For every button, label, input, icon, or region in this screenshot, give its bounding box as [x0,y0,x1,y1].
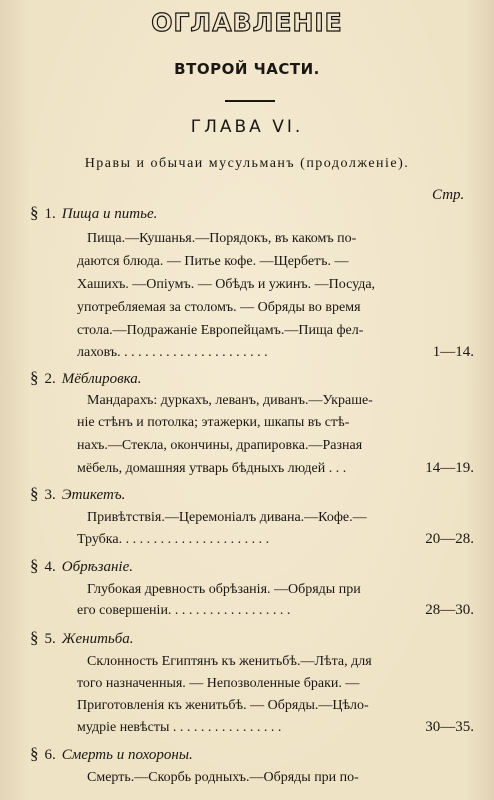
section-text-line: Смерть.—Скорбь родныхъ.—Обряды при по- [87,770,359,785]
section-text-line: даются блюда. — Питье кофе. —Щербетъ. — [77,254,349,269]
section-heading [30,203,157,223]
section-text-line: столa.—Подражаніе Европейцамъ.—Пища фел- [77,323,364,338]
section-mark: § [30,368,39,387]
section-number: 2. [44,371,56,387]
section-text-line: Глубокая древность обрѣзанія. —Обряды при [87,582,361,597]
section-title: Смерть и похороны. [61,747,193,763]
chapter-subtitle: Нравы и обычаи мусульманъ (продолженіе). [84,156,410,171]
page-subtitle: ВТОРОЙ ЧАСТИ. [174,60,320,78]
section-mark: § [30,203,39,222]
section-title: Пища и питье. [61,206,158,222]
chapter-heading: ГЛАВА VI. [190,117,304,137]
section-title: Мёблировка. [61,371,142,387]
section-number: 3. [44,487,56,503]
section-text-line: того назначенныя. — Непозволенные браки. — [77,676,360,691]
section-number: 5. [44,631,56,647]
section-heading [30,628,134,648]
section-number: 1. [44,206,56,222]
section-text-line: ніе стѣнъ и потолка; этажерки, шкапы въ стѣ- [77,415,350,430]
section-text-line: нахъ.—Стекла, окончины, драпировка.—Разная [77,438,363,453]
section-pages: 14—19. [425,460,474,476]
section-mark: § [30,484,39,503]
section-text-line: Привѣтствія.—Церемоніалъ дивана.—Кофе.— [87,510,367,525]
section-mark: § [30,628,39,647]
section-text-line: Трубка. . . . . . . . . . . . . . . . . . . . . . [77,532,270,547]
section-text-line: мудріе невѣсты . . . . . . . . . . . . . . . . [77,720,282,735]
section-text-line: Пища.—Кушанья.—Порядокъ, въ какомъ по- [87,231,357,246]
page-title: ОГЛАВЛЕНІЕ [151,8,343,37]
section-pages: 1—14. [432,344,474,360]
section-pages: 28—30. [425,602,474,618]
section-text-line: Хашихъ. —Опіумъ. — Обѣдъ и ужинъ. —Посуда, [77,277,376,292]
section-heading [30,744,193,764]
section-text-line: лаховъ. . . . . . . . . . . . . . . . . . . . . . [77,345,268,360]
section-text-line: мёбель, домашняя утварь бѣдныхъ людей . . . [77,461,347,476]
section-heading [30,368,142,388]
section-heading [30,556,133,576]
section-pages: 20—28. [425,531,474,547]
section-title: Обрѣзаніе. [61,559,133,575]
section-title: Этикетъ. [61,487,126,503]
pages-column-label: Стр. [432,187,465,203]
section-text-line: употребляемая за столомъ. — Обряды во время [77,300,361,315]
section-text-line: его совершеніи. . . . . . . . . . . . . . . . . . [77,603,291,618]
section-number: 6. [44,747,56,763]
title-divider [225,100,275,102]
section-text-line: Склонность Египтянъ къ женитьбѣ.—Лѣта, для [87,654,372,669]
section-text-line: Мандарахъ: дуркахъ, леванъ, диванъ.—Украше- [87,393,373,408]
section-mark: § [30,556,39,575]
section-heading [30,484,125,504]
section-title: Женитьба. [61,631,134,647]
section-number: 4. [44,559,56,575]
section-mark: § [30,744,39,763]
section-pages: 30—35. [425,719,474,735]
section-text-line: Приготовленія къ женитьбѣ. — Обряды.—Цѣло- [77,698,369,713]
